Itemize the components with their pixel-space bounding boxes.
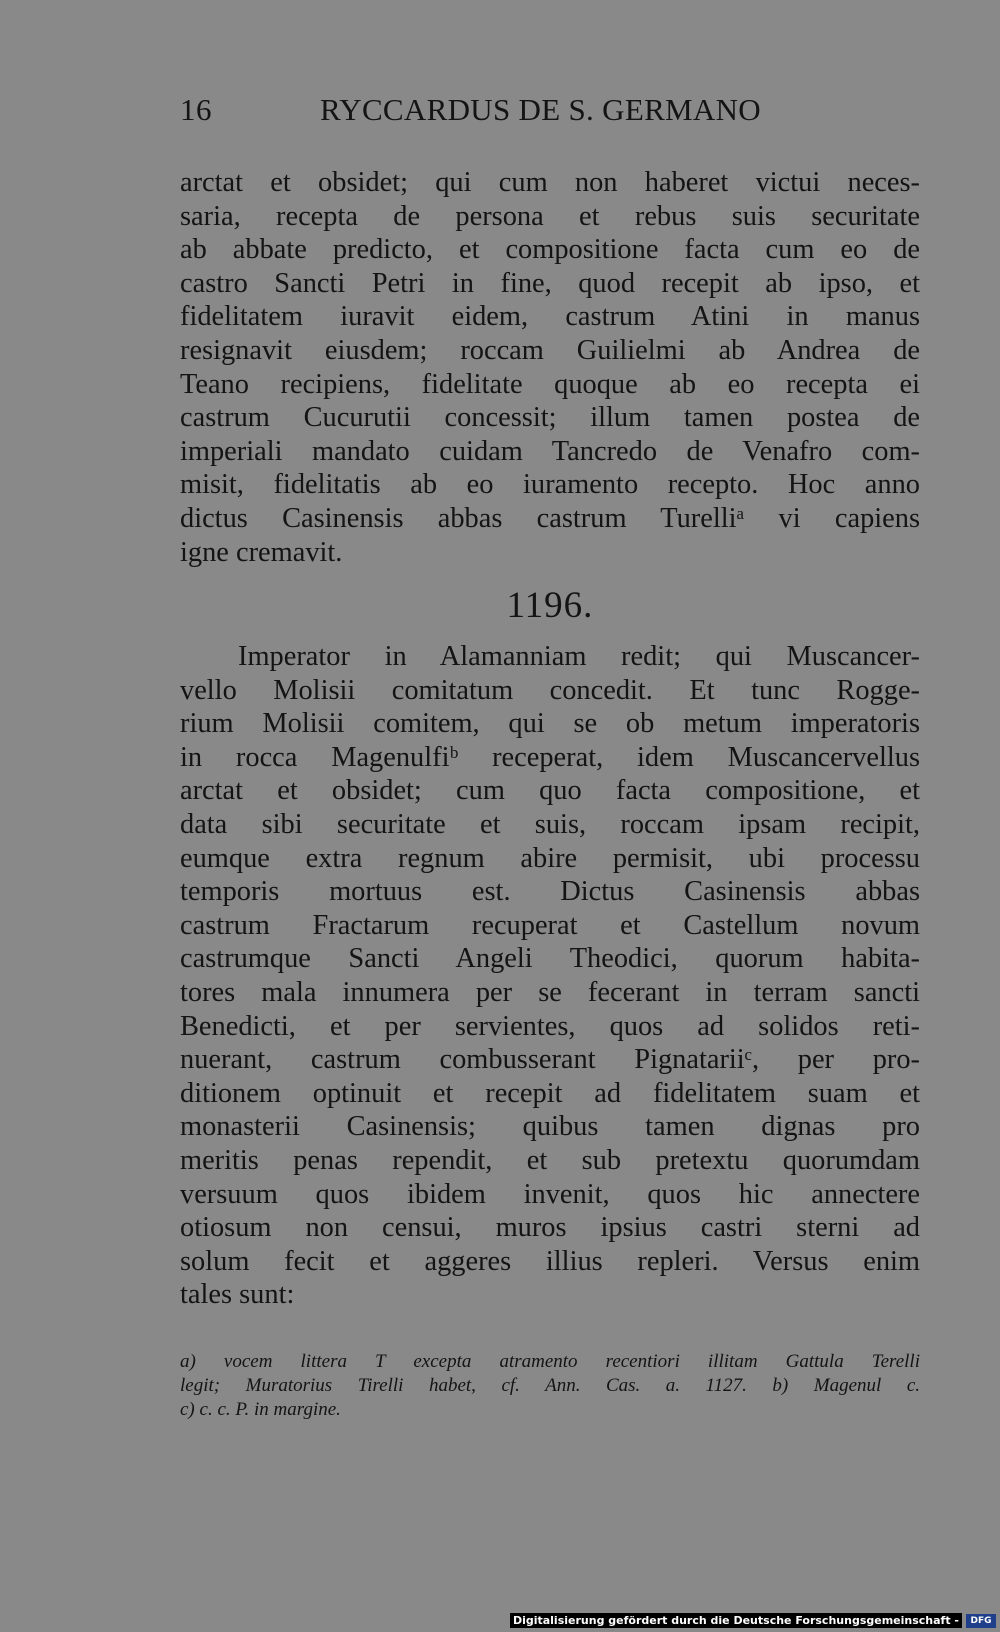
text-line: misit, fidelitatis ab eo iuramento recepto. Hoc anno — [180, 469, 920, 501]
year-heading: 1196. — [506, 585, 594, 626]
text-line: arctat et obsidet; cum quo facta compositione, et — [180, 775, 920, 807]
text-line: dictus Casinensis abbas castrum Turelliᵃ vi capiens — [180, 502, 920, 534]
footnote-line: c) c. c. P. in margine. — [180, 1399, 341, 1420]
text-line: imperiali mandato cuidam Tancredo de Venafro com- — [180, 435, 920, 467]
text-line: tales sunt: — [180, 1279, 295, 1311]
text-line: igne cremavit. — [180, 536, 343, 568]
text-line: Benedicti, et per servientes, quos ad solidos reti- — [180, 1010, 920, 1042]
text-line: castrumque Sancti Angeli Theodici, quorum habita- — [180, 943, 920, 975]
text-line: castrum Cucurutii concessit; illum tamen postea de — [180, 402, 920, 434]
text-line: eumque extra regnum abire permisit, ubi processu — [180, 842, 920, 874]
text-line: monasterii Casinensis; quibus tamen dignas pro — [180, 1111, 920, 1143]
text-line: rium Molisii comitem, qui se ob metum imperatoris — [180, 708, 920, 740]
paragraph-1 — [180, 166, 920, 569]
text-line: nuerant, castrum combusserant Pignatariiᶜ, per pro- — [180, 1044, 920, 1076]
text-line: otiosum non censui, muros ipsius castri sterni ad — [180, 1212, 920, 1244]
text-line: temporis mortuus est. Dictus Casinensis abbas — [180, 876, 920, 908]
footnotes — [180, 1350, 920, 1422]
running-title: RYCCARDUS DE S. GERMANO — [320, 92, 761, 127]
text-line: ditionem optinuit et recepit ad fidelitatem suam et — [180, 1077, 920, 1109]
text-line: arctat et obsidet; qui cum non haberet victui neces- — [180, 167, 920, 198]
text-line: ab abbate predicto, et compositione facta cum eo de — [180, 234, 920, 266]
text-line: solum fecit et aggeres illius repleri. Versus enim — [180, 1245, 920, 1277]
dfg-logo-icon: DFG — [966, 1614, 996, 1628]
text-line: Imperator in Alamanniam redit; qui Muscancer- — [238, 641, 920, 672]
footnote-line: a) vocem littera T excepta atramento recentiori illitam Gattula Terelli — [180, 1351, 920, 1372]
running-head — [180, 92, 920, 136]
footnote-line: legit; Muratorius Tirelli habet, cf. Ann. Cas. a. 1127. b) Magenul c. — [180, 1375, 920, 1396]
text-line: resignavit eiusdem; roccam Guilielmi ab Andrea de — [180, 334, 920, 366]
text-line: castro Sancti Petri in fine, quod recepit ab ipso, et — [180, 267, 920, 299]
digitization-credit: Digitalisierung gefördert durch die Deutsche Forschungsgemeinschaft - — [510, 1613, 962, 1628]
text-line: meritis penas rependit, et sub pretextu quorumdam — [180, 1144, 920, 1176]
text-line: saria, recepta de persona et rebus suis securitate — [180, 200, 920, 232]
text-line: data sibi securitate et suis, roccam ipsam recipit, — [180, 808, 920, 840]
text-line: Teano recipiens, fidelitate quoque ab eo recepta ei — [180, 368, 920, 400]
text-line: in rocca Magenulfiᵇ receperat, idem Muscancervellus — [180, 741, 920, 773]
text-line: versuum quos ibidem invenit, quos hic annectere — [180, 1178, 920, 1210]
text-line: vello Molisii comitatum concedit. Et tunc Rogge- — [180, 674, 920, 706]
page-number: 16 — [180, 92, 212, 127]
text-line: fidelitatem iuravit eidem, castrum Atini in manus — [180, 301, 920, 333]
paragraph-2 — [180, 640, 920, 1312]
text-line: tores mala innumera per se fecerant in terram sancti — [180, 976, 920, 1008]
text-line: castrum Fractarum recuperat et Castellum novum — [180, 909, 920, 941]
